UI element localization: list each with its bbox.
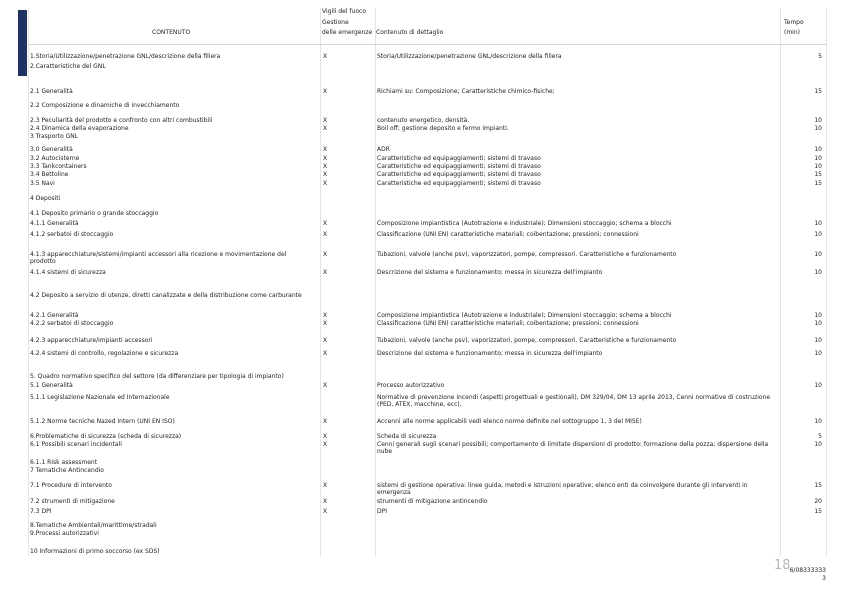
- content-cell: 7.2 strumenti di mitigazione: [30, 498, 115, 505]
- vvf-mark-cell: X: [323, 433, 328, 440]
- vvf-mark-cell: X: [323, 320, 328, 327]
- content-cell: 5. Quadro normativo specifico del settore (da differenziare per tipologia di impianto): [30, 373, 284, 380]
- header-vvf-line1: Vigili del fuoco: [322, 8, 366, 15]
- content-cell: 2.Caratteristiche del GNL: [30, 63, 106, 70]
- time-cell: 20: [814, 498, 822, 505]
- detail-cell: Caratteristiche ed equipaggiamenti; sistemi di travaso: [377, 180, 541, 187]
- detail-cell: Boil off; gestione deposito e fermo impianti.: [377, 125, 509, 132]
- time-cell: 10: [814, 382, 822, 389]
- detail-cell: Caratteristiche ed equipaggiamenti; sistemi di travaso: [377, 163, 541, 170]
- time-cell: 15: [814, 171, 822, 178]
- content-cell: 3 Trasporto GNL: [30, 133, 79, 140]
- header-contenuto: CONTENUTO: [152, 29, 191, 36]
- time-cell: 10: [814, 163, 822, 170]
- content-cell: 5.1.2 Norme tecniche Nazed Intern (UNI EN ISO): [30, 418, 175, 425]
- header-divider: [28, 44, 826, 45]
- grid-line: [780, 8, 781, 556]
- content-cell: 9.Processi autorizzativi: [30, 530, 99, 537]
- detail-cell: Scheda di sicurezza: [377, 433, 437, 440]
- detail-cell: Descrizione del sistema e funzionamento; messa in sicurezza dell'impianto: [377, 269, 603, 276]
- time-cell: 10: [814, 337, 822, 344]
- vvf-mark-cell: X: [323, 508, 328, 515]
- content-cell: 1.Storia/Utilizzazione/penetrazione GNL/descrizione della filiera: [30, 53, 221, 60]
- page-number: 18: [774, 558, 791, 573]
- time-cell: 15: [814, 508, 822, 515]
- vvf-mark-cell: X: [323, 171, 328, 178]
- header-tempo-line1: Tempo: [784, 19, 804, 26]
- content-cell: 3.2 Autocisterne: [30, 155, 80, 162]
- time-cell: 10: [814, 320, 822, 327]
- vvf-mark-cell: X: [323, 146, 328, 153]
- content-cell: 2.1 Generalità: [30, 88, 73, 95]
- vvf-mark-cell: X: [323, 482, 328, 489]
- time-cell: 5: [818, 433, 822, 440]
- content-cell: 2.3 Peculiarità del prodotto e confronto con altri combustibili: [30, 117, 213, 124]
- detail-cell: Classificazione (UNI EN) caratteristiche materiali; coibentazione; pressioni; connessioni: [377, 231, 639, 238]
- content-cell: 6.1 Possibili scenari incidentali: [30, 441, 122, 448]
- time-cell: 5: [818, 53, 822, 60]
- time-cell: 10: [814, 269, 822, 276]
- vvf-mark-cell: X: [323, 155, 328, 162]
- content-cell: 2.4 Dinamica della evaporazione: [30, 125, 129, 132]
- detail-cell: ADR: [377, 146, 390, 153]
- detail-cell: Richiami su: Composizione; Caratteristiche chimico-fisiche;: [377, 88, 555, 95]
- grid-line: [826, 8, 827, 556]
- vvf-mark-cell: X: [323, 251, 328, 258]
- content-cell: 4.2.2 serbatoi di stoccaggio: [30, 320, 114, 327]
- grid-line: [28, 8, 29, 556]
- detail-cell: Classificazione (UNI EN) caratteristiche materiali; coibentazione; pressioni; connessioni: [377, 320, 639, 327]
- time-cell: 10: [814, 155, 822, 162]
- footer-date-line2: 3: [822, 575, 826, 582]
- vvf-mark-cell: X: [323, 231, 328, 238]
- vvf-mark-cell: X: [323, 220, 328, 227]
- detail-cell: Tubazioni, valvole (anche psv), vaporizzatori, pompe, compressori. Caratteristiche e funzionamento: [377, 337, 677, 344]
- content-cell: 7.3 DPI: [30, 508, 52, 515]
- vvf-mark-cell: X: [323, 53, 328, 60]
- detail-cell: contenuto energetico, densità.: [377, 117, 470, 124]
- time-cell: 10: [814, 312, 822, 319]
- time-cell: 10: [814, 350, 822, 357]
- vvf-mark-cell: X: [323, 312, 328, 319]
- accent-bar: [18, 10, 27, 76]
- content-cell: 4.2 Deposito a servizio di utenze, diretti canalizzate e della distribuzione come carburante: [30, 292, 302, 299]
- detail-cell: Caratteristiche ed equipaggiamenti; sistemi di travaso: [377, 155, 541, 162]
- time-cell: 15: [814, 482, 822, 489]
- vvf-mark-cell: X: [323, 337, 328, 344]
- content-cell: 3.3 Tankcontainers: [30, 163, 87, 170]
- vvf-mark-cell: X: [323, 125, 328, 132]
- detail-cell: sistemi di gestione operativa: linee guida, metodi e istruzioni operative; elenco enti da coinvolgere durante gli interventi in emergenza: [377, 482, 748, 497]
- header-vvf-line3: delle emergenze: [322, 29, 373, 36]
- detail-cell: Descrizione del sistema e funzionamento; messa in sicurezza dell'impianto: [377, 350, 603, 357]
- grid-line: [375, 8, 376, 556]
- content-cell: 8.Tematiche Ambientali/marittime/stradali: [30, 522, 157, 529]
- time-cell: 10: [814, 220, 822, 227]
- time-cell: 10: [814, 146, 822, 153]
- content-cell: 3.0 Generalità: [30, 146, 73, 153]
- content-cell: 4.2.4 sistemi di controllo, regolazione e sicurezza: [30, 350, 179, 357]
- detail-cell: Composizione impiantistica (Autotrazione e industriale); Dimensioni stoccaggio; schema a blocchi: [377, 220, 672, 227]
- time-cell: 10: [814, 231, 822, 238]
- detail-cell: Cenni generali sugli scenari possibili; comportamento di limitate dispersioni di prodotto: formazione della pozza; dispersione della nube: [377, 441, 769, 456]
- detail-cell: Accenni alle norme applicabili vedi elenco norme definite nel sottogruppo 1, 3 del MISE): [377, 418, 642, 425]
- header-dettaglio: Contenuto di dettaglio: [376, 29, 444, 36]
- footer-date-line1: 6/08333333: [789, 567, 826, 574]
- content-cell: 7 Tematiche Antincendio: [30, 467, 104, 474]
- time-cell: 10: [814, 251, 822, 258]
- content-cell: 7.1 Procedure di intervento: [30, 482, 112, 489]
- vvf-mark-cell: X: [323, 163, 328, 170]
- content-cell: 4.2.3 apparecchiature/impianti accessori: [30, 337, 153, 344]
- content-cell: 4.1 Deposito primario o grande stoccaggio: [30, 210, 159, 217]
- content-cell: 5.1 Generalità: [30, 382, 73, 389]
- grid-line: [320, 8, 321, 556]
- vvf-mark-cell: X: [323, 269, 328, 276]
- vvf-mark-cell: X: [323, 382, 328, 389]
- time-cell: 10: [814, 117, 822, 124]
- vvf-mark-cell: X: [323, 180, 328, 187]
- detail-cell: Processo autorizzativo: [377, 382, 445, 389]
- content-cell: 6.1.1 Risk assessment: [30, 459, 98, 466]
- detail-cell: Caratteristiche ed equipaggiamenti; sistemi di travaso: [377, 171, 541, 178]
- vvf-mark-cell: X: [323, 88, 328, 95]
- time-cell: 15: [814, 88, 822, 95]
- content-cell: 2.2 Composizione e dinamiche di invecchiamento: [30, 102, 180, 109]
- time-cell: 10: [814, 441, 822, 448]
- detail-cell: Tubazioni, valvole (anche psv), vaporizzatori, pompe, compressori. Caratteristiche e funzionamento: [377, 251, 677, 258]
- time-cell: 10: [814, 418, 822, 425]
- detail-cell: strumenti di mitigazione antincendio: [377, 498, 488, 505]
- header-vvf-line2: Gestione: [322, 19, 349, 26]
- header-tempo-line2: (min): [784, 29, 800, 36]
- vvf-mark-cell: X: [323, 418, 328, 425]
- detail-cell: Storia/Utilizzazione/penetrazione GNL/descrizione della filiera: [377, 53, 562, 60]
- content-cell: 4.1.2 serbatoi di stoccaggio: [30, 231, 114, 238]
- vvf-mark-cell: X: [323, 441, 328, 448]
- content-cell: 4.2.1 Generalità: [30, 312, 79, 319]
- content-cell: 4.1.3 apparecchiature/sistemi/impianti accessori alla ricezione e movimentazione del prodotto: [30, 251, 287, 266]
- footer-date: [780, 567, 826, 583]
- detail-cell: Composizione impiantistica (Autotrazione e industriale); Dimensioni stoccaggio; schema a blocchi: [377, 312, 672, 319]
- vvf-mark-cell: X: [323, 350, 328, 357]
- vvf-mark-cell: X: [323, 117, 328, 124]
- vvf-mark-cell: X: [323, 498, 328, 505]
- content-cell: 4 Depositi: [30, 195, 61, 202]
- detail-cell: DPI: [377, 508, 388, 515]
- content-cell: 3.5 Navi: [30, 180, 55, 187]
- detail-cell: Normative di prevenzione incendi (aspetti progettuali e gestionali), DM 329/04, DM 13 aprile 2013, Cenni normative di costruzione (PED, ATEX, macchine, ecc),: [377, 394, 771, 409]
- time-cell: 15: [814, 180, 822, 187]
- content-cell: 4.1.1 Generalità: [30, 220, 79, 227]
- content-cell: 6.Problematiche di sicurezza (scheda di sicurezza): [30, 433, 182, 440]
- content-cell: 4.1.4 sistemi di sicurezza: [30, 269, 106, 276]
- content-cell: 3.4 Bettoline: [30, 171, 69, 178]
- time-cell: 10: [814, 125, 822, 132]
- content-cell: 10 Informazioni di primo soccorso (ex SDS): [30, 548, 160, 555]
- content-cell: 5.1.1 Legislazione Nazionale ed Internazionale: [30, 394, 170, 401]
